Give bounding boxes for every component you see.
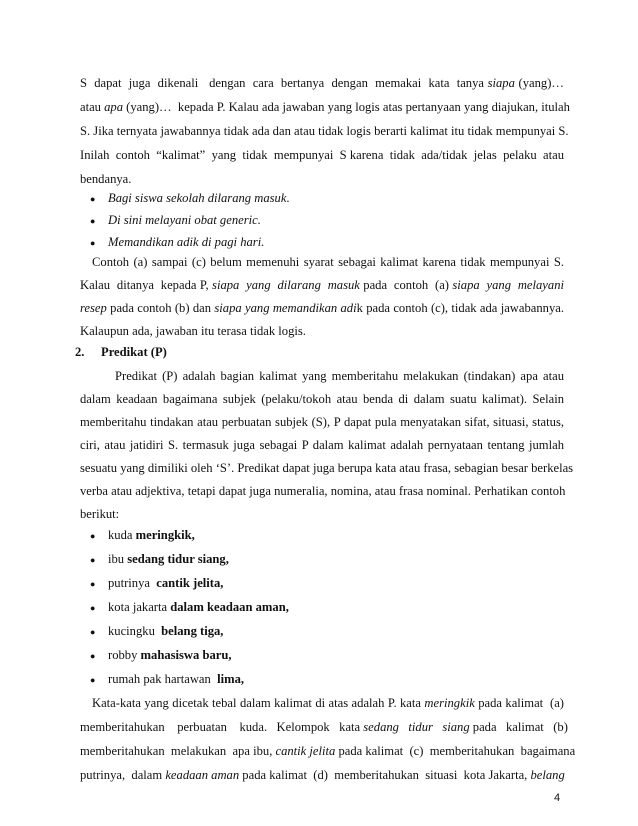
list-item: ● kucingku belang tiga, <box>90 623 223 640</box>
text-line: memberitahu tindakan atau perbuatan subjek (S), P dapat pula menyatakan sifat, situasi, status, <box>80 415 564 429</box>
text-line: memberitahukan perbuatan kuda. Kelompok kata sedang tidur siang pada kalimat (b) <box>80 720 568 734</box>
text-line: resep pada contoh (b) dan siapa yang memandikan adik pada contoh (c), tidak ada jawabannya. <box>80 301 565 315</box>
text-line: Kalau ditanya kepada P, siapa yang dilarang masuk pada contoh (a) siapa yang melayani <box>80 278 564 292</box>
list-item: ● Memandikan adik di pagi hari. <box>90 234 264 251</box>
bullet-icon: ● <box>90 531 96 542</box>
text-line: Predikat (P) adalah bagian kalimat yang memberitahu melakukan (tindakan) apa atau <box>115 369 564 383</box>
text-line: ciri, atau jatidiri S. termasuk juga sebagai P dalam kalimat adalah pernyataan tentang jumlah <box>80 438 564 452</box>
text-line: Kata-kata yang dicetak tebal dalam kalimat di atas adalah P. kata meringkik pada kalimat (a) <box>92 696 564 710</box>
bullet-icon: ● <box>90 627 96 638</box>
bullet-icon: ● <box>90 651 96 662</box>
list-item: ● kota jakarta dalam keadaan aman, <box>90 599 289 616</box>
text-line: Inilah contoh “kalimat” yang tidak mempunyai S karena tidak ada/tidak jelas pelaku atau <box>80 148 564 162</box>
text-line: putrinya, dalam keadaan aman pada kalimat (d) memberitahukan situasi kota Jakarta, belang <box>80 768 565 782</box>
list-item: ● kuda meringkik, <box>90 527 195 544</box>
text-line: verba atau adjektiva, tetapi dapat juga numeralia, nomina, atau frasa nominal. Perhatikan contoh <box>80 484 566 498</box>
page-number: 4 <box>554 792 561 804</box>
list-item: ● robby mahasiswa baru, <box>90 647 232 664</box>
text-line: berikut: <box>80 507 120 521</box>
bullet-icon: ● <box>90 579 96 590</box>
bullet-icon: ● <box>90 675 96 686</box>
text-line: memberitahukan melakukan apa ibu, cantik jelita pada kalimat (c) memberitahukan bagaimana <box>80 744 576 758</box>
text-line: S. Jika ternyata jawabannya tidak ada dan atau tidak logis berarti kalimat itu tidak mempunyai S. <box>80 124 569 138</box>
text-line: Kalaupun ada, jawaban itu terasa tidak logis. <box>80 324 306 338</box>
list-item: ● Di sini melayani obat generic. <box>90 212 261 229</box>
section-heading: 2. Predikat (P) <box>75 345 167 359</box>
list-item: ● Bagi siswa sekolah dilarang masuk. <box>90 190 290 207</box>
list-item: ● putrinya cantik jelita, <box>90 575 223 592</box>
bullet-icon: ● <box>90 216 96 227</box>
text-line: S dapat juga dikenali dengan cara bertanya dengan memakai kata tanya siapa (yang)… <box>80 76 564 90</box>
text-line: dalam keadaan bagaimana subjek (pelaku/tokoh atau benda di dalam suatu kalimat). Selain <box>80 392 564 406</box>
text-line: Contoh (a) sampai (c) belum memenuhi syarat sebagai kalimat karena tidak mempunyai S. <box>92 255 564 269</box>
bullet-icon: ● <box>90 238 96 249</box>
list-item: ● rumah pak hartawan lima, <box>90 671 244 688</box>
bullet-icon: ● <box>90 194 96 205</box>
bullet-icon: ● <box>90 555 96 566</box>
bullet-icon: ● <box>90 603 96 614</box>
text-line: atau apa (yang)… kepada P. Kalau ada jawaban yang logis atas pertanyaan yang diajukan, itulah <box>80 100 570 114</box>
text-line: sesuatu yang dimiliki oleh ‘S’. Predikat dapat juga berupa kata atau frasa, sebagian besar berkelas <box>80 461 574 475</box>
list-item: ● ibu sedang tidur siang, <box>90 551 229 568</box>
text-line: bendanya. <box>80 172 132 186</box>
